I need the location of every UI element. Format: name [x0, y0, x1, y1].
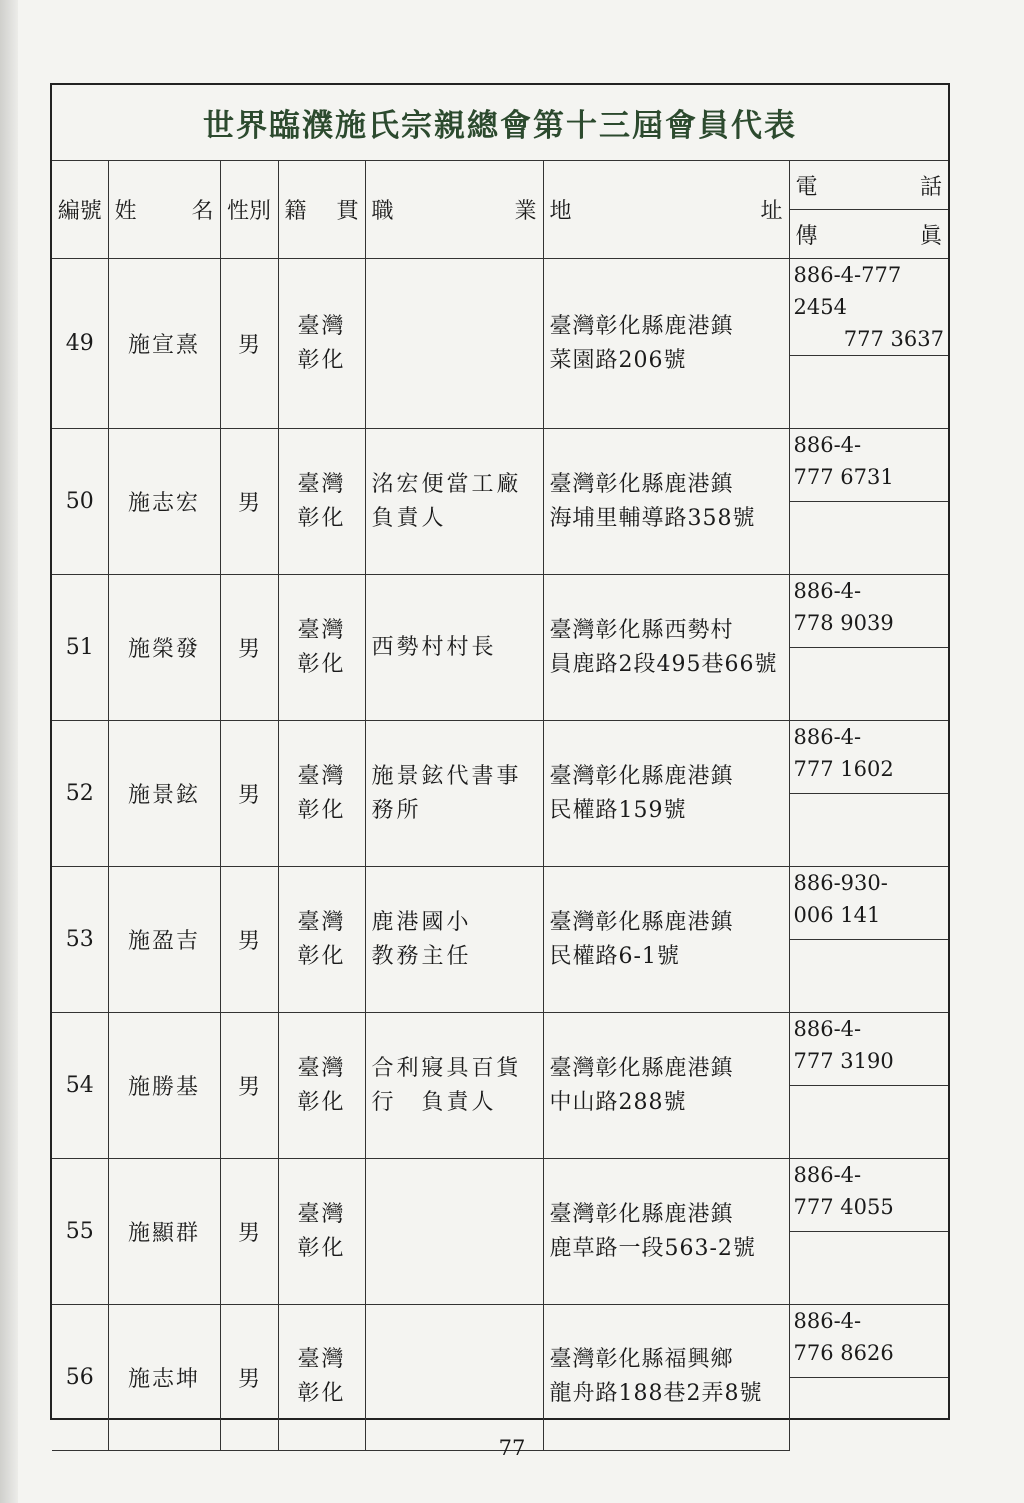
origin-line-2: 彰化 — [297, 505, 346, 531]
member-job — [365, 575, 543, 721]
job-line-1: 鹿港國小 — [371, 909, 472, 935]
phone-line-1: 886-4- — [793, 1017, 862, 1041]
member-phone — [789, 1305, 948, 1378]
member-name: 施志坤 — [108, 1305, 220, 1451]
member-number: 50 — [52, 429, 108, 575]
address-line-2: 鹿草路一段563-2號 — [549, 1235, 756, 1261]
members-table — [52, 161, 948, 1451]
header-job: 職 業 — [365, 161, 543, 259]
address-line-2: 民權路159號 — [549, 797, 687, 823]
origin-line-1: 臺灣 — [297, 1347, 346, 1373]
table-row — [52, 1305, 948, 1378]
job-line-1: 西勢村村長 — [371, 634, 497, 660]
member-name: 施宣熹 — [108, 259, 220, 429]
address-line-1: 臺灣彰化縣鹿港鎮 — [549, 1055, 734, 1081]
member-job — [365, 1305, 543, 1451]
member-name: 施景鉉 — [108, 721, 220, 867]
member-fax — [789, 1086, 948, 1159]
address-line-2: 菜園路206號 — [549, 347, 687, 373]
member-origin — [278, 1159, 365, 1305]
origin-line-1: 臺灣 — [297, 1201, 346, 1227]
member-address — [543, 721, 789, 867]
member-fax — [789, 502, 948, 575]
address-line-1: 臺灣彰化縣鹿港鎮 — [549, 1201, 734, 1227]
member-number: 53 — [52, 867, 108, 1013]
table-row — [52, 721, 948, 794]
address-line-1: 臺灣彰化縣鹿港鎮 — [549, 763, 734, 789]
member-phone — [789, 721, 948, 794]
member-phone — [789, 259, 948, 356]
member-job — [365, 721, 543, 867]
job-line-1: 合利寢具百貨 — [371, 1055, 522, 1081]
member-sex: 男 — [220, 1305, 278, 1451]
member-name: 施榮發 — [108, 575, 220, 721]
member-sex: 男 — [220, 721, 278, 867]
address-line-2: 民權路6-1號 — [549, 943, 680, 969]
member-sex: 男 — [220, 867, 278, 1013]
address-line-1: 臺灣彰化縣西勢村 — [549, 617, 734, 643]
member-address — [543, 867, 789, 1013]
table-row — [52, 867, 948, 940]
header-address: 地 址 — [543, 161, 789, 259]
member-address — [543, 259, 789, 429]
member-address — [543, 1305, 789, 1451]
phone-line-2: 776 8626 — [793, 1341, 894, 1365]
member-origin — [278, 259, 365, 429]
member-job — [365, 867, 543, 1013]
job-line-2: 行 負責人 — [371, 1089, 497, 1115]
member-number: 52 — [52, 721, 108, 867]
member-name: 施志宏 — [108, 429, 220, 575]
table-row — [52, 259, 948, 356]
member-job — [365, 1013, 543, 1159]
header-phone: 電 話 — [789, 161, 948, 210]
header-fax: 傳 眞 — [789, 210, 948, 259]
member-number: 55 — [52, 1159, 108, 1305]
address-line-1: 臺灣彰化縣鹿港鎮 — [549, 313, 734, 339]
origin-line-1: 臺灣 — [297, 617, 346, 643]
member-sex: 男 — [220, 429, 278, 575]
member-sex: 男 — [220, 1159, 278, 1305]
header-row-top — [52, 161, 948, 210]
member-origin — [278, 867, 365, 1013]
member-number: 56 — [52, 1305, 108, 1451]
phone-line-2: 777 1602 — [793, 757, 894, 781]
phone-line-1: 886-930- — [793, 871, 888, 895]
member-phone — [789, 429, 948, 502]
member-address — [543, 575, 789, 721]
job-line-1: 施景鉉代書事 — [371, 763, 522, 789]
member-job — [365, 259, 543, 429]
member-sex: 男 — [220, 575, 278, 721]
address-line-1: 臺灣彰化縣鹿港鎮 — [549, 471, 734, 497]
member-address — [543, 1159, 789, 1305]
member-job — [365, 429, 543, 575]
member-name: 施顯群 — [108, 1159, 220, 1305]
job-line-2: 教務主任 — [371, 943, 472, 969]
member-phone — [789, 575, 948, 648]
address-line-2: 中山路288號 — [549, 1089, 687, 1115]
member-address — [543, 429, 789, 575]
phone-line-1: 886-4- — [793, 1309, 862, 1333]
origin-line-2: 彰化 — [297, 347, 346, 373]
table-row — [52, 429, 948, 502]
address-line-1: 臺灣彰化縣鹿港鎮 — [549, 909, 734, 935]
origin-line-2: 彰化 — [297, 1381, 346, 1407]
phone-line-1: 886-4- — [793, 433, 862, 457]
member-sex: 男 — [220, 259, 278, 429]
member-job — [365, 1159, 543, 1305]
page-title: 世界臨濮施氏宗親總會第十三屆會員代表 — [52, 85, 948, 161]
table-row — [52, 1159, 948, 1232]
address-line-2: 龍舟路188巷2弄8號 — [549, 1381, 763, 1407]
phone-line-1: 886-4- — [793, 725, 862, 749]
member-origin — [278, 1013, 365, 1159]
origin-line-1: 臺灣 — [297, 313, 346, 339]
member-name: 施勝基 — [108, 1013, 220, 1159]
phone-line-1: 886-4- — [793, 1163, 862, 1187]
phone-line-2: 778 9039 — [793, 611, 894, 635]
book-spine-shadow — [0, 0, 18, 1503]
address-line-1: 臺灣彰化縣福興鄉 — [549, 1347, 734, 1373]
origin-line-2: 彰化 — [297, 797, 346, 823]
origin-line-1: 臺灣 — [297, 909, 346, 935]
origin-line-2: 彰化 — [297, 651, 346, 677]
phone-line-1: 886-4- — [793, 579, 862, 603]
member-sex: 男 — [220, 1013, 278, 1159]
member-number: 51 — [52, 575, 108, 721]
address-line-2: 員鹿路2段495巷66號 — [549, 651, 778, 677]
address-line-2: 海埔里輔導路358號 — [549, 505, 756, 531]
member-number: 49 — [52, 259, 108, 429]
member-fax — [789, 648, 948, 721]
table-row — [52, 1013, 948, 1086]
member-fax — [789, 1232, 948, 1305]
member-fax — [789, 356, 948, 429]
phone-line-2: 777 6731 — [793, 465, 894, 489]
phone-line-2: 006 141 — [793, 903, 881, 927]
member-fax — [789, 794, 948, 867]
table-row — [52, 575, 948, 648]
header-number: 編號 — [52, 161, 108, 259]
job-line-2: 務所 — [371, 797, 422, 823]
member-origin — [278, 429, 365, 575]
member-number: 54 — [52, 1013, 108, 1159]
origin-line-2: 彰化 — [297, 1089, 346, 1115]
header-origin: 籍 貫 — [278, 161, 365, 259]
phone-line-1: 886-4-777 2454 — [793, 263, 902, 319]
job-line-2: 負責人 — [371, 505, 447, 531]
member-address — [543, 1013, 789, 1159]
phone-line-2: 777 3637 — [843, 327, 944, 351]
origin-line-1: 臺灣 — [297, 471, 346, 497]
phone-line-2: 777 4055 — [793, 1195, 894, 1219]
phone-line-2: 777 3190 — [793, 1049, 894, 1073]
job-line-1: 洺宏便當工廠 — [371, 471, 522, 497]
member-table-frame — [50, 83, 950, 1420]
header-name: 姓 名 — [108, 161, 220, 259]
member-name: 施盈吉 — [108, 867, 220, 1013]
header-sex: 性別 — [220, 161, 278, 259]
member-origin — [278, 1305, 365, 1451]
member-phone — [789, 867, 948, 940]
origin-line-2: 彰化 — [297, 1235, 346, 1261]
member-phone — [789, 1159, 948, 1232]
origin-line-2: 彰化 — [297, 943, 346, 969]
member-fax — [789, 940, 948, 1013]
origin-line-1: 臺灣 — [297, 1055, 346, 1081]
member-phone — [789, 1013, 948, 1086]
member-origin — [278, 721, 365, 867]
member-origin — [278, 575, 365, 721]
origin-line-1: 臺灣 — [297, 763, 346, 789]
page-number: 77 — [498, 1436, 526, 1460]
